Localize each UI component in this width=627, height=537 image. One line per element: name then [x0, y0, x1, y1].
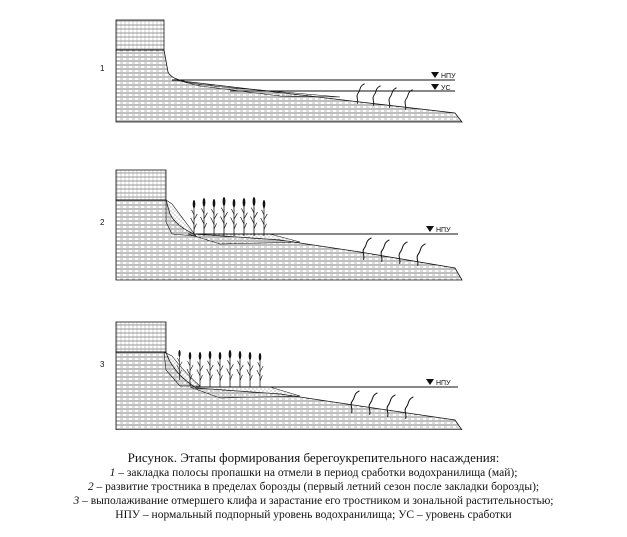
npu-marker-icon	[426, 226, 434, 232]
us-label: УС	[441, 85, 451, 92]
figure-caption	[0, 449, 627, 522]
npu-label: НПУ	[436, 380, 451, 387]
item-text: – закладка полосы пропашки на отмели в период сработки водохранилища (май);	[115, 467, 518, 479]
cliff-top-layer	[116, 322, 166, 352]
collapsed-cliff	[166, 200, 196, 236]
caption-title: Рисунок. Этапы формирования берегоукрепительного насаждения:	[127, 450, 500, 465]
cliff-top-layer	[116, 20, 164, 50]
caption-item-3	[0, 494, 627, 508]
caption-item-1	[0, 466, 627, 480]
caption-item-2	[0, 480, 627, 494]
cliff-top-layer	[116, 170, 166, 200]
reed-row	[177, 350, 263, 387]
npu-label: НПУ	[441, 73, 456, 80]
us-marker-icon	[431, 84, 439, 90]
stage-number: 2	[100, 218, 105, 227]
soil-body	[116, 50, 462, 122]
npu-label: НПУ	[436, 227, 451, 234]
stage-2-diagram	[100, 170, 462, 280]
item-number: 1	[109, 467, 116, 479]
npu-marker-icon	[426, 379, 434, 385]
stage-number: 3	[100, 360, 105, 369]
item-text: – выполаживание отмершего клифа и зарастание его тростником и зональной растительностью;	[79, 495, 554, 507]
stage-number: 1	[100, 64, 105, 73]
stage-1-diagram	[100, 20, 462, 122]
stage-3-diagram	[100, 322, 462, 430]
item-number: 3	[73, 495, 80, 507]
reed-row	[191, 197, 268, 236]
item-number: 2	[87, 481, 94, 493]
item-text: – развитие тростника в пределах борозды (первый летний сезон после закладки борозды);	[93, 481, 540, 493]
caption-legend: НПУ – нормальный подпорный уровень водохранилища; УС – уровень сработки	[115, 509, 512, 521]
npu-marker-icon	[431, 72, 439, 78]
